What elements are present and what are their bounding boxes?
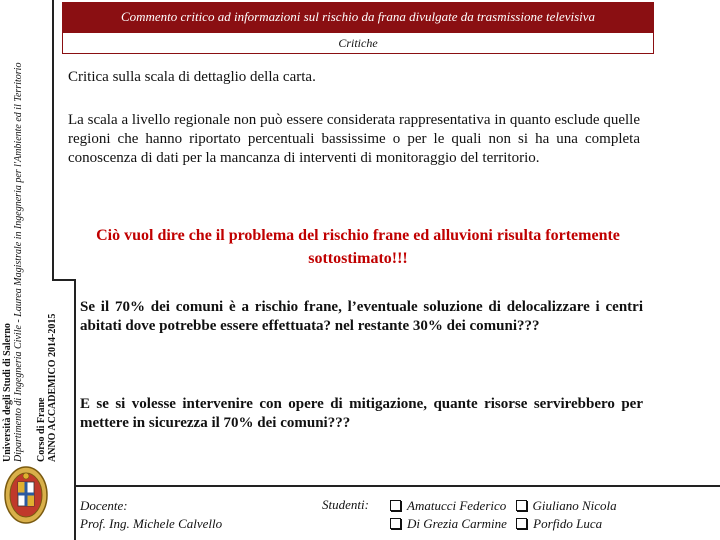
docente-block [80,497,222,533]
bullet-square-icon [516,500,527,511]
slide-subtitle: Critiche [338,35,378,50]
docente-name: Prof. Ing. Michele Calvello [80,516,223,531]
slide-subtitle-bar [62,32,654,54]
docente-label: Docente: [80,498,128,513]
slide-title-bar [62,2,654,32]
side-line-top [2,0,14,462]
course-name: Corso di Frane [36,397,47,462]
students-row-2 [390,515,617,533]
side-text [0,0,74,462]
students-row-1 [390,497,617,515]
paragraph-mitigation-question: E se si volesse intervenire con opere di mitigazione, quante risorse servirebbero per mettere in sicurezza il 70% dei comuni??? [80,396,643,431]
bullet-square-icon [516,518,527,529]
paragraph-relocation-question: Se il 70% dei comuni è a rischio frane, l’eventuale soluzione di delocalizzare i centri abitati dove potrebbe essere effettuata? nel restante 30% dei comuni??? [80,299,643,334]
department-name: Dipartimento di Ingegneria Civile [13,325,24,462]
student-name: Porfido Luca [533,516,603,531]
student-name: Giuliano Nicola [532,498,617,513]
studenti-label: Studenti: [322,497,369,512]
bullet-square-icon [390,500,401,511]
side-divider-bottom [74,280,76,540]
paragraph-scale-critique: Critica sulla scala di dettaglio della carta. [68,69,316,85]
degree-name: Laurea Magistrale in Ingegneria per l'Ambiente ed il Territorio [13,62,24,317]
university-seal-icon [4,466,48,524]
slide-title: Commento critico ad informazioni sul rischio da frana divulgate da trasmissione televisiva [120,9,596,24]
paragraph-underestimated-risk: Ciò vuol dire che il problema del rischio frane ed alluvioni risulta fortemente sottostimato!!! [96,227,620,267]
student-name: Amatucci Federico [407,498,507,513]
university-name: Università degli Studi di Salerno [2,323,13,462]
paragraph-regional-scale: La scala a livello regionale non può essere considerata rappresentativa in quanto esclude quelle regioni che hanno riportato percentuali bassissime o per le quali non si ha una completa conoscenza di dati per la mancanza di interventi di monitoraggio del territorio. [68,112,640,166]
side-line-2: Dipartimento di Ingegneria Civile - Laurea Magistrale in Ingegneria per l'Ambiente ed il Territorio [13,62,24,462]
side-divider-step [52,279,76,281]
footer-divider [76,485,720,487]
student-name: Di Grezia Carmine [407,516,507,531]
students-list [390,497,617,533]
academic-year: ANNO ACCADEMICO 2014-2015 [47,313,58,462]
side-divider-top [52,0,54,280]
bullet-square-icon [390,518,401,529]
side-band [0,0,76,540]
